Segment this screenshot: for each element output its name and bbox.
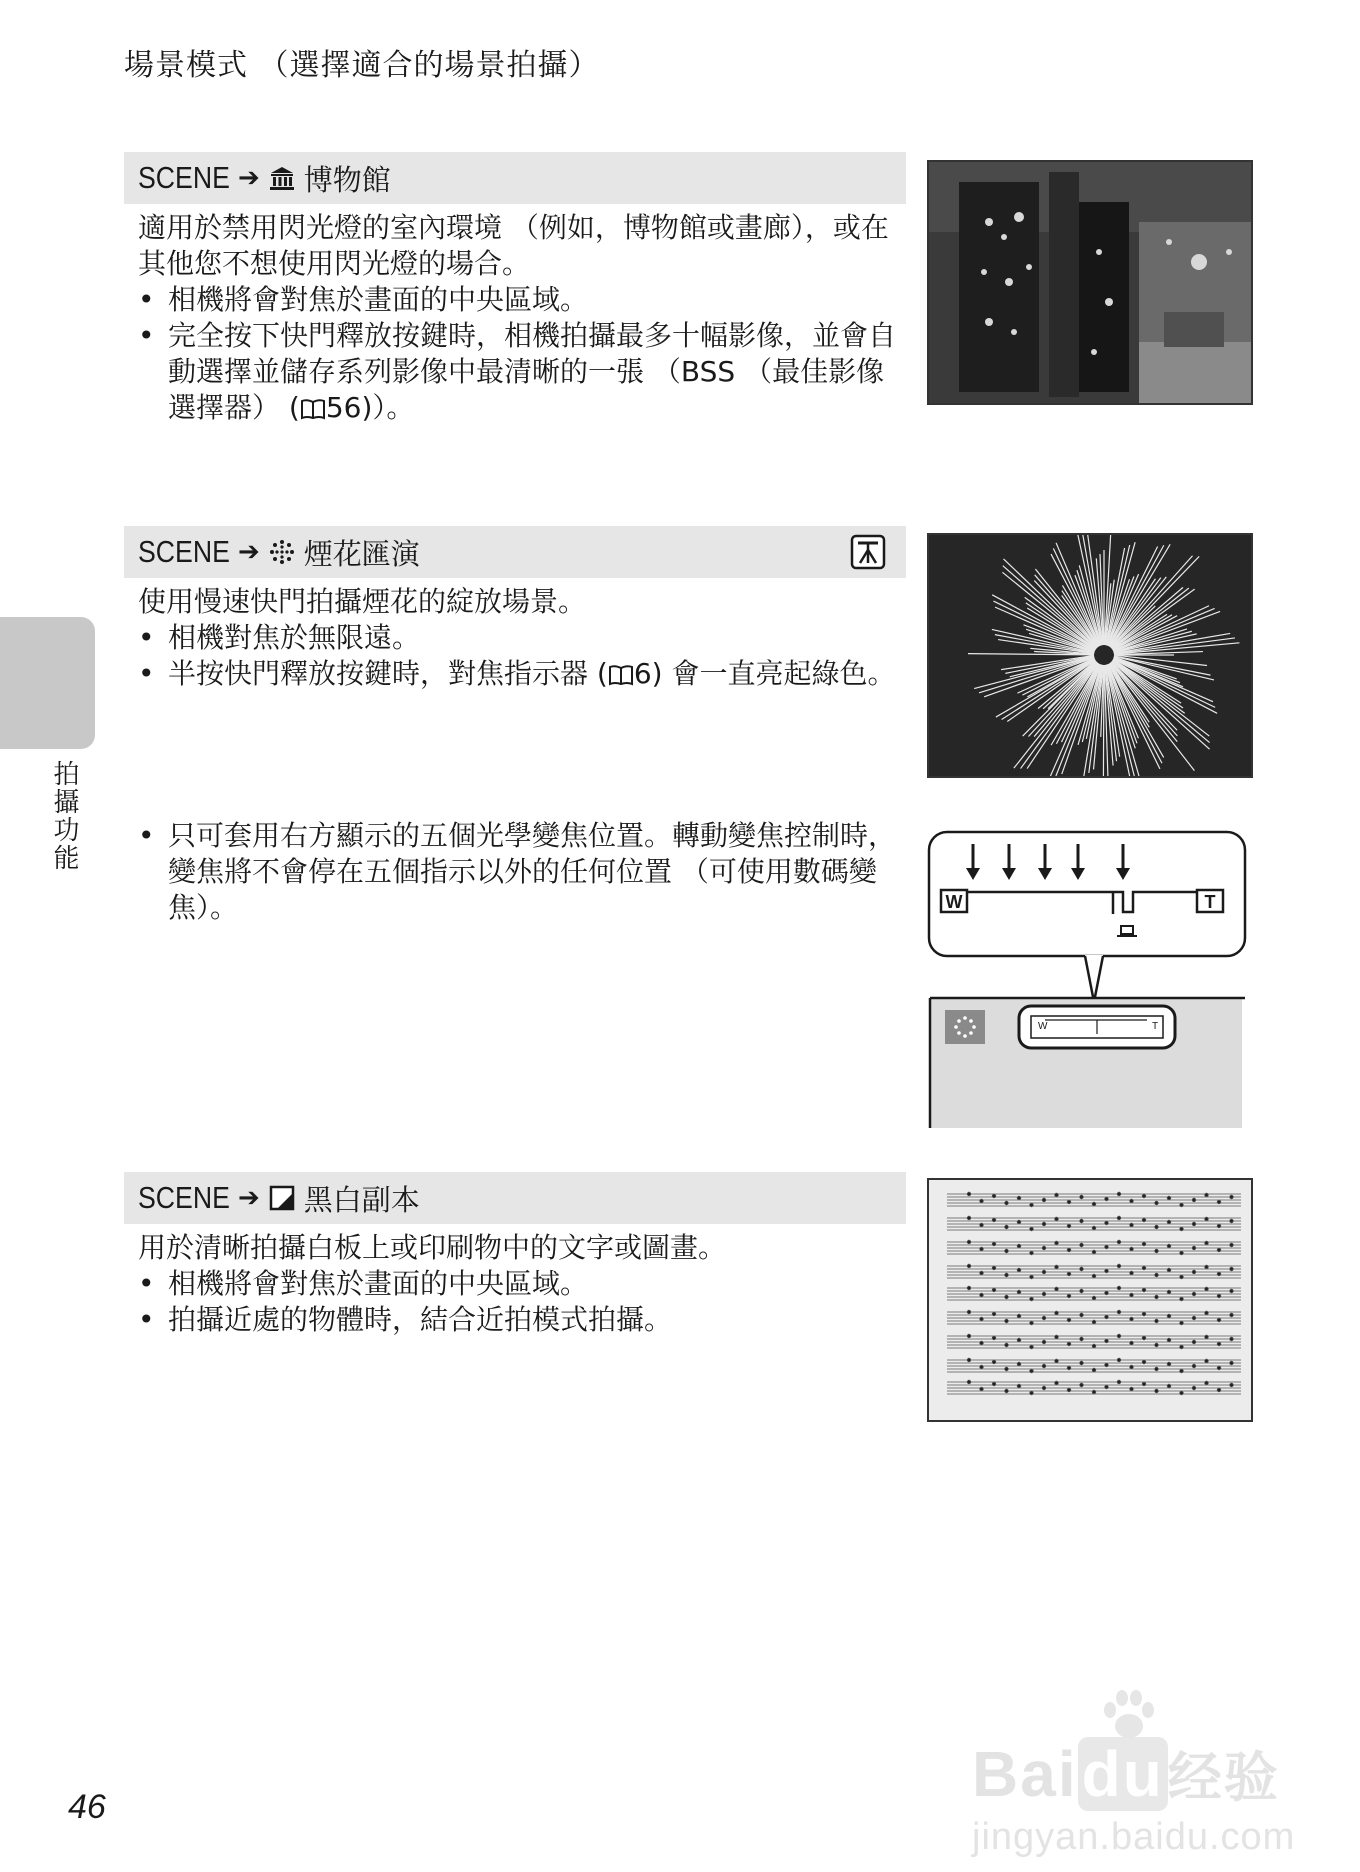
music-note — [1217, 1294, 1221, 1298]
music-note — [1130, 1223, 1134, 1227]
music-note — [1217, 1366, 1221, 1370]
music-note — [1155, 1225, 1159, 1229]
tripod-icon — [850, 534, 886, 570]
museum-icon — [268, 164, 296, 192]
music-note — [1217, 1224, 1221, 1228]
music-note — [1055, 1311, 1059, 1315]
music-note — [1230, 1337, 1234, 1341]
music-note — [1017, 1314, 1021, 1318]
music-note — [1092, 1320, 1096, 1324]
music-note — [1030, 1297, 1034, 1301]
music-note — [1017, 1220, 1021, 1224]
music-note — [1067, 1366, 1071, 1370]
section-museum-body — [138, 210, 898, 429]
music-note — [1042, 1364, 1046, 1368]
music-note — [1167, 1196, 1171, 1200]
music-note — [1167, 1384, 1171, 1388]
music-note — [1005, 1201, 1009, 1205]
fireworks-photo — [927, 533, 1253, 778]
book-icon — [608, 659, 634, 695]
music-note — [1230, 1383, 1234, 1387]
music-note — [1155, 1273, 1159, 1277]
music-note — [992, 1242, 996, 1246]
music-note — [1205, 1359, 1209, 1363]
music-note — [1105, 1269, 1109, 1273]
scene-label: SCENE — [138, 160, 230, 195]
chapter-tab — [0, 617, 95, 749]
music-note — [1017, 1268, 1021, 1272]
music-note — [1130, 1365, 1134, 1369]
music-note — [1005, 1389, 1009, 1393]
music-note — [1167, 1244, 1171, 1248]
music-note — [1192, 1222, 1196, 1226]
section-intro: 用於清晰拍攝白板上或印刷物中的文字或圖畫。 — [138, 1231, 727, 1264]
music-note — [1130, 1247, 1134, 1251]
music-note — [1092, 1226, 1096, 1230]
music-note — [1155, 1319, 1159, 1323]
music-note — [1030, 1227, 1034, 1231]
music-note — [1180, 1345, 1184, 1349]
music-note — [980, 1199, 984, 1203]
watermark-brand: Bai — [972, 1738, 1078, 1810]
zoom-diagram — [927, 830, 1253, 1130]
scene-label: SCENE — [138, 534, 230, 569]
music-note — [980, 1293, 984, 1297]
music-note — [1055, 1335, 1059, 1339]
music-note — [1192, 1198, 1196, 1202]
music-note — [1055, 1193, 1059, 1197]
music-note — [967, 1264, 971, 1268]
list-item: • 相機對焦於無限遠。 — [138, 620, 898, 656]
music-note — [1042, 1340, 1046, 1344]
monitor-tele-label: T — [1152, 1021, 1159, 1032]
music-note — [1105, 1385, 1109, 1389]
music-note — [1205, 1193, 1209, 1197]
music-note — [980, 1247, 984, 1251]
music-note — [1030, 1275, 1034, 1279]
zoom-wide-label: W — [945, 892, 963, 912]
list-item-text: 半按快門釋放按鍵時，對焦指示器 ( — [168, 657, 608, 690]
music-note — [1230, 1219, 1234, 1223]
music-note — [1230, 1195, 1234, 1199]
music-note — [1230, 1289, 1234, 1293]
music-note — [992, 1266, 996, 1270]
list-item: • 相機將會對焦於畫面的中央區域。 — [138, 282, 898, 318]
scene-label: SCENE — [138, 1180, 230, 1215]
music-note — [1205, 1311, 1209, 1315]
music-note — [1067, 1248, 1071, 1252]
music-note — [1080, 1195, 1084, 1199]
music-note — [1005, 1225, 1009, 1229]
music-note — [1167, 1268, 1171, 1272]
music-note — [1217, 1272, 1221, 1276]
section-copy-body — [138, 1230, 898, 1338]
music-note — [1155, 1201, 1159, 1205]
music-note — [1092, 1344, 1096, 1348]
list-item-ref: 6) 會一直亮起綠色。 — [633, 657, 896, 690]
music-note — [1180, 1203, 1184, 1207]
music-note — [980, 1365, 984, 1369]
music-note — [1142, 1312, 1146, 1316]
music-note — [1030, 1345, 1034, 1349]
music-note — [1092, 1296, 1096, 1300]
music-note — [1217, 1248, 1221, 1252]
music-note — [1055, 1287, 1059, 1291]
music-note — [1030, 1369, 1034, 1373]
music-note — [1217, 1388, 1221, 1392]
music-note — [967, 1192, 971, 1196]
music-note — [1105, 1363, 1109, 1367]
music-note — [1167, 1314, 1171, 1318]
music-note — [1155, 1295, 1159, 1299]
music-note — [1192, 1292, 1196, 1296]
chapter-label: 拍攝功能 — [49, 760, 79, 872]
music-note — [1042, 1222, 1046, 1226]
music-note — [1080, 1289, 1084, 1293]
music-note — [1055, 1265, 1059, 1269]
music-note — [1205, 1217, 1209, 1221]
music-note — [1017, 1384, 1021, 1388]
music-note — [1167, 1290, 1171, 1294]
music-note — [1042, 1246, 1046, 1250]
music-note — [1092, 1368, 1096, 1372]
music-note — [1067, 1224, 1071, 1228]
music-note — [1167, 1220, 1171, 1224]
music-note — [1017, 1362, 1021, 1366]
music-note — [1055, 1359, 1059, 1363]
page-number: 46 — [68, 1788, 106, 1826]
copy-icon — [268, 1184, 296, 1212]
music-note — [1030, 1391, 1034, 1395]
book-icon — [300, 393, 326, 429]
section-intro: 使用慢速快門拍攝煙花的綻放場景。 — [138, 585, 587, 618]
music-note — [1142, 1336, 1146, 1340]
music-note — [1180, 1391, 1184, 1395]
music-note — [1180, 1275, 1184, 1279]
music-note — [1080, 1337, 1084, 1341]
list-item: • 拍攝近處的物體時，結合近拍模式拍攝。 — [138, 1302, 898, 1338]
music-note — [1217, 1342, 1221, 1346]
music-note — [1042, 1386, 1046, 1390]
section-title: 博物館 — [303, 162, 391, 197]
music-note — [1105, 1315, 1109, 1319]
page-header: 場景模式 （選擇適合的場景拍攝） — [124, 48, 600, 83]
music-note — [1192, 1386, 1196, 1390]
music-note — [1205, 1335, 1209, 1339]
music-note — [992, 1382, 996, 1386]
music-note — [1080, 1219, 1084, 1223]
music-note — [1167, 1338, 1171, 1342]
music-note — [1117, 1358, 1121, 1362]
music-note — [1080, 1383, 1084, 1387]
watermark-url: jingyan.baidu.com — [972, 1816, 1296, 1858]
music-note — [1180, 1227, 1184, 1231]
music-note — [1130, 1387, 1134, 1391]
music-note — [992, 1312, 996, 1316]
music-note — [1055, 1381, 1059, 1385]
music-note — [1155, 1389, 1159, 1393]
music-note — [1105, 1221, 1109, 1225]
music-note — [1067, 1200, 1071, 1204]
music-note — [1205, 1241, 1209, 1245]
music-note — [967, 1286, 971, 1290]
music-note — [992, 1218, 996, 1222]
music-note — [1167, 1362, 1171, 1366]
music-note — [1030, 1251, 1034, 1255]
music-note — [1042, 1198, 1046, 1202]
section-fireworks-zoom-note — [138, 818, 898, 926]
music-note — [1117, 1216, 1121, 1220]
music-note — [1192, 1270, 1196, 1274]
music-note — [992, 1360, 996, 1364]
zoom-tele-label: T — [1204, 892, 1216, 912]
music-note — [1067, 1294, 1071, 1298]
music-note — [980, 1223, 984, 1227]
arrow-icon: ➔ — [238, 1183, 260, 1213]
music-note — [1117, 1334, 1121, 1338]
music-note — [1142, 1266, 1146, 1270]
music-note — [980, 1341, 984, 1345]
music-note — [1017, 1244, 1021, 1248]
list-item-ref: 56)）。 — [325, 391, 415, 424]
music-note — [1092, 1274, 1096, 1278]
music-note — [1117, 1286, 1121, 1290]
sheet-music-photo — [927, 1178, 1253, 1422]
music-note — [1142, 1218, 1146, 1222]
music-note — [1017, 1290, 1021, 1294]
music-note — [1130, 1293, 1134, 1297]
music-note — [1080, 1243, 1084, 1247]
music-note — [967, 1334, 971, 1338]
music-note — [967, 1380, 971, 1384]
music-note — [1042, 1270, 1046, 1274]
music-note — [1230, 1243, 1234, 1247]
music-note — [1130, 1317, 1134, 1321]
list-item — [138, 656, 898, 695]
music-note — [1180, 1369, 1184, 1373]
music-note — [1042, 1316, 1046, 1320]
music-note — [1055, 1241, 1059, 1245]
section-copy-header — [124, 1172, 906, 1224]
music-note — [1155, 1343, 1159, 1347]
music-note — [1030, 1321, 1034, 1325]
music-note — [1230, 1267, 1234, 1271]
music-note — [1067, 1388, 1071, 1392]
music-note — [1130, 1271, 1134, 1275]
music-note — [1092, 1250, 1096, 1254]
music-note — [1142, 1242, 1146, 1246]
music-note — [1067, 1342, 1071, 1346]
music-note — [1155, 1249, 1159, 1253]
watermark-paw-icon — [1098, 1688, 1158, 1748]
music-note — [1205, 1265, 1209, 1269]
music-note — [967, 1216, 971, 1220]
music-note — [1192, 1364, 1196, 1368]
music-note — [1142, 1382, 1146, 1386]
section-title: 煙花匯演 — [303, 536, 420, 571]
music-note — [1005, 1343, 1009, 1347]
music-note — [1205, 1381, 1209, 1385]
music-note — [1105, 1291, 1109, 1295]
music-note — [1117, 1380, 1121, 1384]
music-note — [1180, 1251, 1184, 1255]
music-note — [1217, 1200, 1221, 1204]
music-note — [1080, 1267, 1084, 1271]
music-note — [1005, 1273, 1009, 1277]
music-note — [1067, 1272, 1071, 1276]
music-note — [1005, 1295, 1009, 1299]
fireworks-icon — [268, 538, 296, 566]
watermark-brand-paw: du — [1078, 1737, 1168, 1811]
music-note — [1092, 1390, 1096, 1394]
museum-photo — [927, 160, 1253, 405]
music-note — [1005, 1367, 1009, 1371]
music-note — [992, 1336, 996, 1340]
music-note — [1217, 1318, 1221, 1322]
list-item: • 只可套用右方顯示的五個光學變焦位置。轉動變焦控制時，變焦將不會停在五個指示以外的任何位置 （可使用數碼變焦）。 — [138, 818, 898, 926]
music-note — [1180, 1321, 1184, 1325]
watermark-brand-cn: 经验 — [1167, 1748, 1280, 1808]
music-note — [1080, 1361, 1084, 1365]
music-note — [1117, 1240, 1121, 1244]
monitor-wide-label: W — [1038, 1021, 1048, 1032]
music-note — [1030, 1203, 1034, 1207]
music-note — [1130, 1199, 1134, 1203]
section-title: 黑白副本 — [303, 1182, 420, 1217]
list-item-text: 完全按下快門釋放按鍵時，相機拍攝最多十幅影像，並會自動選擇並儲存系列影像中最清晰的一張 （BSS （最佳影像選擇器） ( — [168, 319, 897, 424]
music-note — [1155, 1367, 1159, 1371]
music-note — [1005, 1319, 1009, 1323]
music-note — [980, 1271, 984, 1275]
music-note — [1205, 1287, 1209, 1291]
music-note — [1230, 1313, 1234, 1317]
music-note — [1142, 1288, 1146, 1292]
music-note — [1117, 1310, 1121, 1314]
list-item — [138, 318, 898, 429]
music-note — [1105, 1245, 1109, 1249]
music-note — [1042, 1292, 1046, 1296]
music-note — [1130, 1341, 1134, 1345]
music-note — [1180, 1297, 1184, 1301]
music-note — [1230, 1361, 1234, 1365]
section-fireworks-header — [124, 526, 906, 578]
music-note — [1067, 1318, 1071, 1322]
music-note — [1142, 1360, 1146, 1364]
music-note — [1105, 1339, 1109, 1343]
music-note — [1055, 1217, 1059, 1221]
music-note — [1017, 1196, 1021, 1200]
music-note — [1117, 1264, 1121, 1268]
music-note — [1105, 1197, 1109, 1201]
music-note — [992, 1288, 996, 1292]
music-note — [992, 1194, 996, 1198]
music-note — [980, 1317, 984, 1321]
music-note — [967, 1358, 971, 1362]
music-note — [1005, 1249, 1009, 1253]
music-note — [1092, 1202, 1096, 1206]
music-note — [1017, 1338, 1021, 1342]
music-note — [980, 1387, 984, 1391]
arrow-icon: ➔ — [238, 537, 260, 567]
section-intro: 適用於禁用閃光燈的室內環境 （例如，博物館或畫廊），或在其他您不想使用閃光燈的場合。 — [138, 211, 889, 280]
section-museum-header — [124, 152, 906, 204]
section-fireworks-body — [138, 584, 898, 695]
arrow-icon: ➔ — [238, 163, 260, 193]
music-note — [1117, 1192, 1121, 1196]
music-note — [1080, 1313, 1084, 1317]
music-note — [1192, 1316, 1196, 1320]
music-note — [1142, 1194, 1146, 1198]
music-note — [967, 1240, 971, 1244]
list-item: • 相機將會對焦於畫面的中央區域。 — [138, 1266, 898, 1302]
music-note — [1192, 1340, 1196, 1344]
music-note — [967, 1310, 971, 1314]
music-note — [1192, 1246, 1196, 1250]
